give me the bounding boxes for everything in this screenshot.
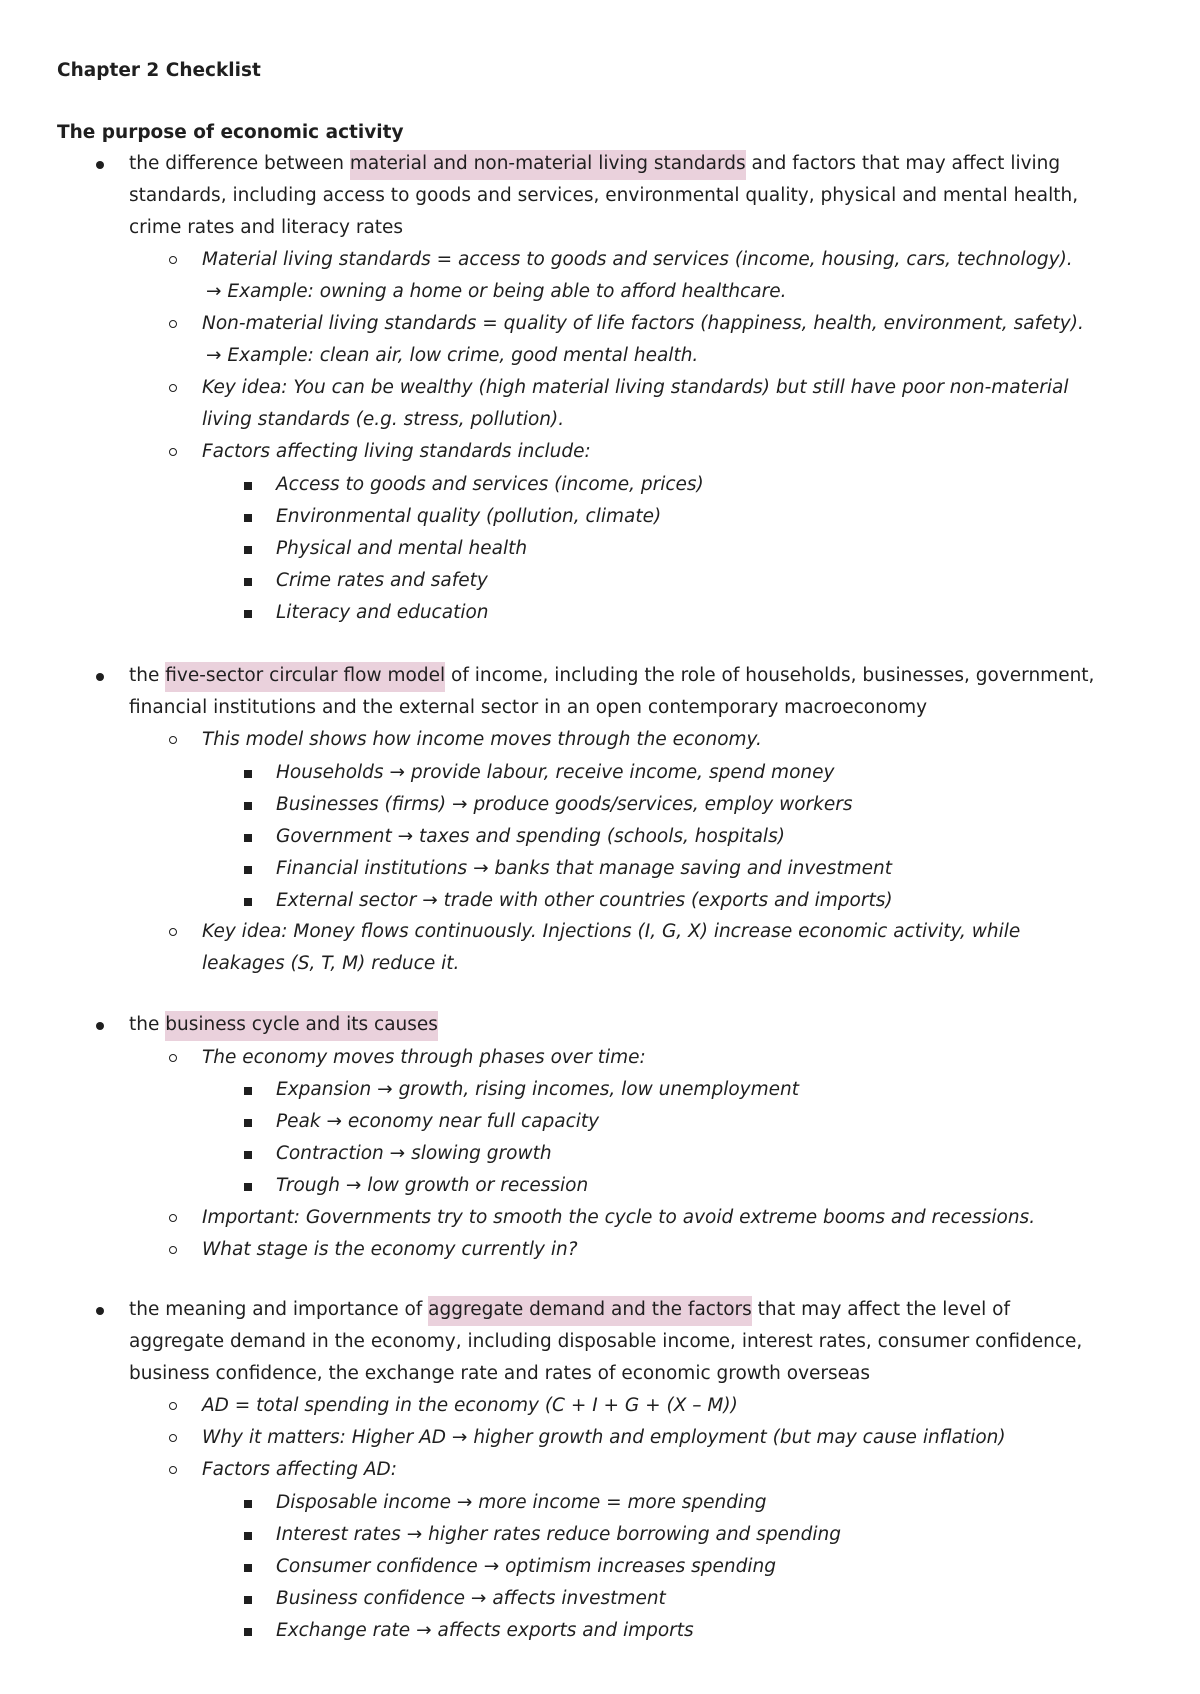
topic1-line2: standards, including access to goods and services, environmental quality, physical and mental health, xyxy=(129,185,1079,206)
arrow-icon: → xyxy=(326,1111,342,1132)
topic1-sub3-line2: living standards (e.g. stress, pollution). xyxy=(202,409,565,430)
topic2-line2: financial institutions and the external sector in an open contemporary macroeconomy xyxy=(129,697,928,718)
list-item: Contraction → slowing growth xyxy=(276,1143,552,1164)
bullet-ring xyxy=(169,1434,177,1442)
bullet-ring xyxy=(169,256,177,264)
arrow-icon: → xyxy=(406,1524,423,1545)
bullet-square xyxy=(244,1564,252,1572)
list-item: Interest rates → higher rates reduce borrowing and spending xyxy=(276,1524,842,1545)
list-item: Trough → low growth or recession xyxy=(276,1175,589,1196)
bullet-square xyxy=(244,1596,252,1604)
list-item: Households → provide labour, receive income, spend money xyxy=(276,762,835,783)
arrow-icon: → xyxy=(456,1492,473,1513)
topic3-sub1: The economy moves through phases over time: xyxy=(202,1047,646,1068)
bullet-ring xyxy=(169,928,177,936)
bullet-square xyxy=(244,1500,252,1508)
list-item: Physical and mental health xyxy=(276,538,528,559)
topic1-line1: the difference between material and non-material living standards and factors that may affect living xyxy=(129,155,1060,174)
topic3-sub3: What stage is the economy currently in? xyxy=(202,1239,578,1260)
topic1-sub3-line1: Key idea: You can be wealthy (high material living standards) but still have poor non-material xyxy=(202,377,1069,398)
list-item: Literacy and education xyxy=(276,602,489,623)
list-item: Peak → economy near full capacity xyxy=(276,1111,600,1132)
arrow-icon: → xyxy=(206,345,222,366)
arrow-icon: → xyxy=(451,1427,468,1448)
bullet-ring xyxy=(169,736,177,744)
list-item: Environmental quality (pollution, climate) xyxy=(276,506,662,527)
bullet-square xyxy=(244,1119,252,1127)
list-item: Exchange rate → affects exports and imports xyxy=(276,1620,694,1641)
topic1-line3: crime rates and literacy rates xyxy=(129,217,404,238)
bullet-square xyxy=(244,1087,252,1095)
list-item: Business confidence → affects investment xyxy=(276,1588,666,1609)
bullet-ring xyxy=(169,1246,177,1254)
list-item: Access to goods and services (income, prices) xyxy=(276,474,704,495)
topic4-sub1: AD = total spending in the economy (C + I + G + (X – M)) xyxy=(202,1395,738,1416)
bullet-square xyxy=(244,1532,252,1540)
bullet-square xyxy=(244,546,252,554)
topic4-line1: the meaning and importance of aggregate demand and the factors that may affect the level of xyxy=(129,1301,1010,1320)
list-item: Financial institutions → banks that manage saving and investment xyxy=(276,858,892,879)
bullet-ring xyxy=(169,384,177,392)
topic1-sub2: Non-material living standards = quality of life factors (happiness, health, environment, safety). xyxy=(202,313,1084,334)
arrow-icon: → xyxy=(389,762,405,783)
bullet-ring xyxy=(169,1214,177,1222)
bullet-square xyxy=(244,802,252,810)
topic4-sub2: Why it matters: Higher AD → higher growth and employment (but may cause inflation) xyxy=(202,1427,1006,1448)
bullet-square xyxy=(244,1628,252,1636)
arrow-icon: → xyxy=(377,1079,393,1100)
highlight: business cycle and its causes xyxy=(165,1011,438,1041)
arrow-icon: → xyxy=(206,281,222,302)
topic4-sub3: Factors affecting AD: xyxy=(202,1459,397,1480)
bullet-dot xyxy=(96,1022,104,1030)
topic1-sub1: Material living standards = access to goods and services (income, housing, cars, technology). xyxy=(202,249,1073,270)
bullet-square xyxy=(244,1151,252,1159)
list-item: Government → taxes and spending (schools, hospitals) xyxy=(276,826,785,847)
bullet-square xyxy=(244,866,252,874)
bullet-ring xyxy=(169,448,177,456)
topic2-sub1: This model shows how income moves through the economy. xyxy=(202,729,762,750)
bullet-square xyxy=(244,514,252,522)
arrow-icon: → xyxy=(452,794,468,815)
arrow-icon: → xyxy=(389,1143,406,1164)
bullet-square xyxy=(244,1183,252,1191)
bullet-square xyxy=(244,610,252,618)
bullet-ring xyxy=(169,1054,177,1062)
highlight: aggregate demand and the factors xyxy=(428,1296,752,1326)
arrow-icon: → xyxy=(422,890,438,911)
topic4-line3: business confidence, the exchange rate and rates of economic growth overseas xyxy=(129,1363,871,1384)
list-item: Consumer confidence → optimism increases spending xyxy=(276,1556,776,1577)
list-item: Crime rates and safety xyxy=(276,570,488,591)
bullet-ring xyxy=(169,320,177,328)
bullet-ring xyxy=(169,1402,177,1410)
topic3-line1: the business cycle and its causes xyxy=(129,1016,438,1035)
arrow-icon: → xyxy=(397,826,414,847)
bullet-dot xyxy=(96,673,104,681)
arrow-icon: → xyxy=(470,1588,487,1609)
highlight: material and non-material living standards xyxy=(350,150,746,180)
topic1-sub1-example: → Example: owning a home or being able to afford healthcare. xyxy=(206,281,787,302)
topic3-sub2: Important: Governments try to smooth the cycle to avoid extreme booms and recessions. xyxy=(202,1207,1036,1228)
topic1-sub4: Factors affecting living standards include: xyxy=(202,441,591,462)
bullet-square xyxy=(244,482,252,490)
arrow-icon: → xyxy=(345,1175,362,1196)
list-item: Businesses (firms) → produce goods/services, employ workers xyxy=(276,794,853,815)
topic2-sub2-line1: Key idea: Money flows continuously. Injections (I, G, X) increase economic activity, while xyxy=(202,921,1021,942)
bullet-ring xyxy=(169,1466,177,1474)
arrow-icon: → xyxy=(473,858,489,879)
topic2-sub2-line2: leakages (S, T, M) reduce it. xyxy=(202,953,460,974)
bullet-square xyxy=(244,578,252,586)
bullet-square xyxy=(244,834,252,842)
highlight: five-sector circular flow model xyxy=(165,662,445,692)
bullet-square xyxy=(244,898,252,906)
topic1-sub2-example: → Example: clean air, low crime, good mental health. xyxy=(206,345,699,366)
list-item: Disposable income → more income = more spending xyxy=(276,1492,767,1513)
page-title: Chapter 2 Checklist xyxy=(57,60,261,81)
list-item: External sector → trade with other countries (exports and imports) xyxy=(276,890,893,911)
section-heading: The purpose of economic activity xyxy=(57,122,404,143)
bullet-dot xyxy=(96,161,104,169)
bullet-square xyxy=(244,770,252,778)
topic2-line1: the five-sector circular flow model of income, including the role of households, businesses, government, xyxy=(129,667,1094,686)
bullet-dot xyxy=(96,1307,104,1315)
arrow-icon: → xyxy=(483,1556,500,1577)
list-item: Expansion → growth, rising incomes, low unemployment xyxy=(276,1079,799,1100)
topic4-line2: aggregate demand in the economy, including disposable income, interest rates, consumer confidence, xyxy=(129,1331,1083,1352)
arrow-icon: → xyxy=(416,1620,432,1641)
